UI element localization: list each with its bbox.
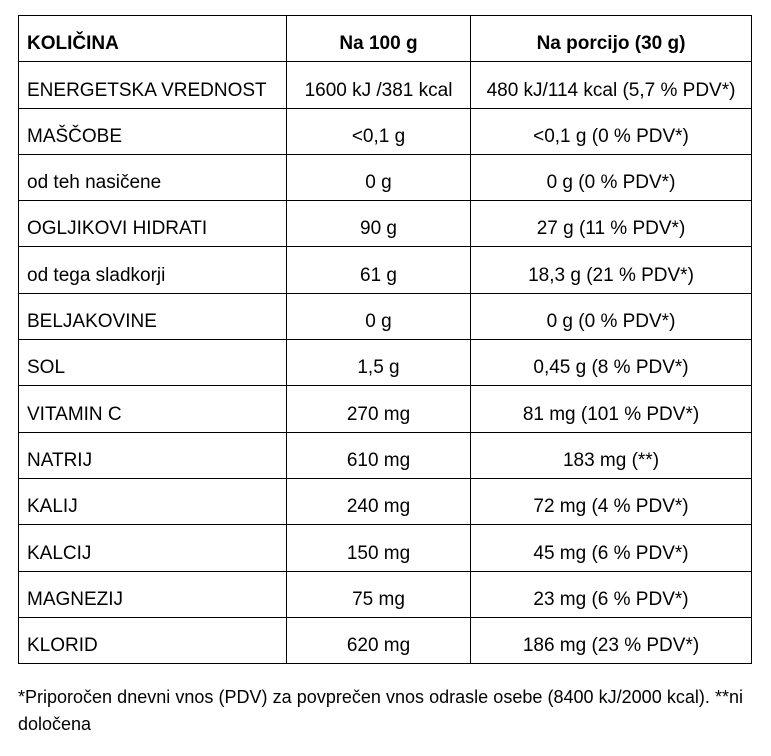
value-per-portion: 23 mg (6 % PDV*) <box>471 571 752 617</box>
nutrient-name: MAŠČOBE <box>19 108 287 154</box>
table-row <box>19 571 752 617</box>
table-header-row <box>19 16 752 62</box>
value-per-100g: 610 mg <box>287 432 471 478</box>
nutrient-name: VITAMIN C <box>19 386 287 432</box>
value-per-100g: 1,5 g <box>287 340 471 386</box>
nutrient-name: od tega sladkorji <box>19 247 287 293</box>
nutrient-name: KALCIJ <box>19 525 287 571</box>
header-per-portion: Na porcijo (30 g) <box>471 16 752 62</box>
nutrient-name: ENERGETSKA VREDNOST <box>19 62 287 108</box>
table-row <box>19 108 752 154</box>
value-per-portion: 186 mg (23 % PDV*) <box>471 617 752 663</box>
value-per-portion: 72 mg (4 % PDV*) <box>471 478 752 524</box>
table-row <box>19 432 752 478</box>
value-per-100g: 1600 kJ /381 kcal <box>287 62 471 108</box>
nutrition-table <box>18 15 752 664</box>
footnote: *Priporočen dnevni vnos (PDV) za povprečen vnos odrasle osebe (8400 kJ/2000 kcal). **ni določena <box>18 687 743 734</box>
value-per-100g: 75 mg <box>287 571 471 617</box>
table-row <box>19 386 752 432</box>
nutrient-name: MAGNEZIJ <box>19 571 287 617</box>
table-row <box>19 293 752 339</box>
nutrient-name: SOL <box>19 340 287 386</box>
value-per-100g: 61 g <box>287 247 471 293</box>
value-per-portion: 480 kJ/114 kcal (5,7 % PDV*) <box>471 62 752 108</box>
table-row <box>19 201 752 247</box>
value-per-portion: 0,45 g (8 % PDV*) <box>471 340 752 386</box>
value-per-portion: 18,3 g (21 % PDV*) <box>471 247 752 293</box>
nutrient-name: OGLJIKOVI HIDRATI <box>19 201 287 247</box>
value-per-portion: 45 mg (6 % PDV*) <box>471 525 752 571</box>
value-per-portion: <0,1 g (0 % PDV*) <box>471 108 752 154</box>
nutrient-name: od teh nasičene <box>19 154 287 200</box>
value-per-100g: 620 mg <box>287 617 471 663</box>
table-row <box>19 62 752 108</box>
header-per-100g: Na 100 g <box>287 16 471 62</box>
value-per-100g: <0,1 g <box>287 108 471 154</box>
value-per-portion: 0 g (0 % PDV*) <box>471 293 752 339</box>
table-row <box>19 154 752 200</box>
table-row <box>19 478 752 524</box>
nutrient-name: NATRIJ <box>19 432 287 478</box>
nutrient-name: KALIJ <box>19 478 287 524</box>
header-quantity: KOLIČINA <box>19 16 287 62</box>
nutrient-name: BELJAKOVINE <box>19 293 287 339</box>
value-per-portion: 183 mg (**) <box>471 432 752 478</box>
table-row <box>19 617 752 663</box>
table-row <box>19 247 752 293</box>
value-per-100g: 0 g <box>287 293 471 339</box>
table-body <box>19 62 752 664</box>
table-row <box>19 525 752 571</box>
value-per-portion: 81 mg (101 % PDV*) <box>471 386 752 432</box>
table-row <box>19 340 752 386</box>
value-per-100g: 0 g <box>287 154 471 200</box>
value-per-portion: 0 g (0 % PDV*) <box>471 154 752 200</box>
value-per-100g: 240 mg <box>287 478 471 524</box>
value-per-100g: 270 mg <box>287 386 471 432</box>
value-per-100g: 90 g <box>287 201 471 247</box>
nutrient-name: KLORID <box>19 617 287 663</box>
value-per-portion: 27 g (11 % PDV*) <box>471 201 752 247</box>
value-per-100g: 150 mg <box>287 525 471 571</box>
